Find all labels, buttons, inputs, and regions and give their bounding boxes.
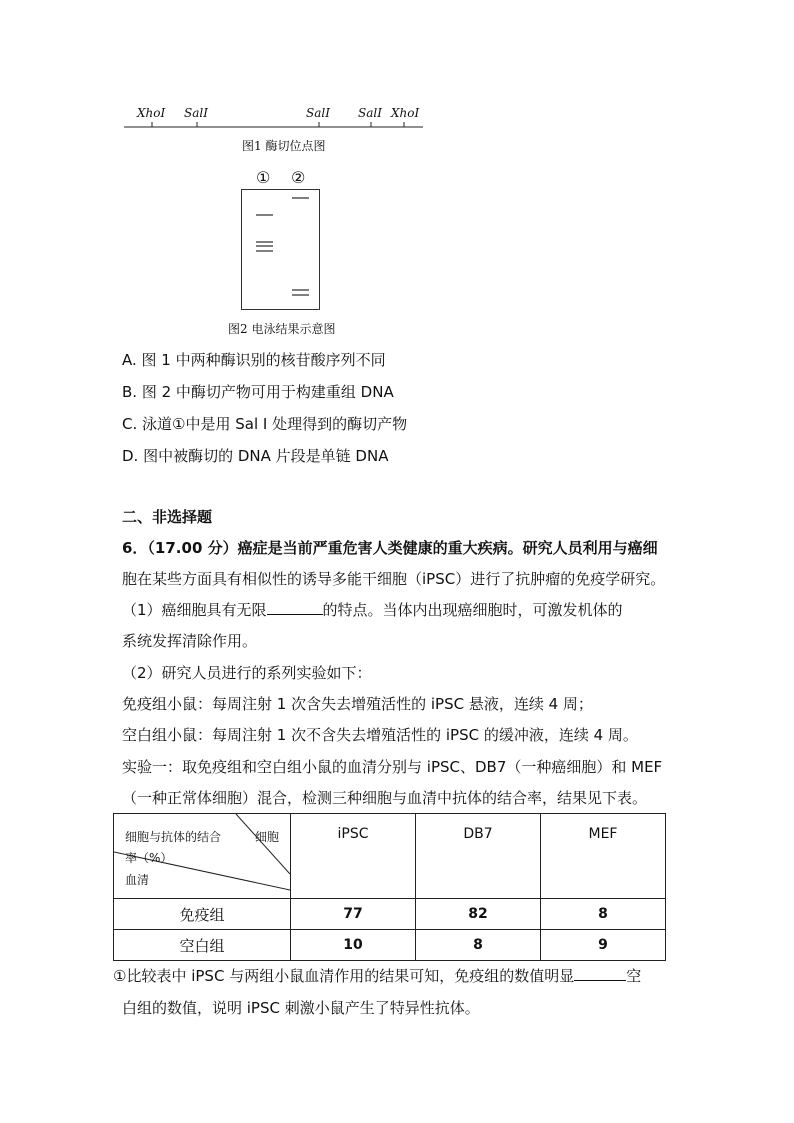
option-d: D. 图中被酶切的 DNA 片段是单链 DNA — [122, 447, 389, 465]
site-label-xho2: XhoⅠ — [391, 106, 420, 120]
diagonal-header-cell — [114, 814, 291, 899]
part1-text: 的特点。当体内出现癌细胞时，可激发机体的 — [322, 601, 623, 619]
table-cell: 8 — [416, 930, 541, 961]
blank-group-desc: 空白组小鼠：每周注射 1 次不含失去增殖活性的 iPSC 的缓冲液，连续 4 周。 — [122, 726, 638, 744]
sub-question-1 — [113, 966, 641, 986]
answer-blank[interactable] — [267, 600, 323, 615]
gel-frame — [242, 190, 320, 310]
row-label: 免疫组 — [114, 899, 291, 930]
site-label-sal1: SalⅠ — [184, 106, 208, 120]
table-cell: 9 — [541, 930, 666, 961]
question-line: 系统发挥清除作用。 — [122, 632, 258, 650]
table-row — [114, 899, 666, 930]
question-intro: 6．（17.00 分）癌症是当前严重危害人类健康的重大疾病。研究人员利用与癌细 — [122, 539, 658, 557]
gel — [238, 186, 324, 314]
table-cell: 8 — [541, 899, 666, 930]
section-title: 二、非选择题 — [122, 508, 213, 526]
question-line: 胞在某些方面具有相似性的诱导多能干细胞（iPSC）进行了抗肿瘤的免疫学研究。 — [122, 570, 666, 588]
sub1-text: 空 — [626, 967, 642, 985]
table-header-row — [114, 814, 666, 899]
figure2-caption: 图2 电泳结果示意图 — [228, 322, 336, 336]
table-cell: 82 — [416, 899, 541, 930]
column-header: iPSC — [291, 814, 416, 899]
results-table — [113, 813, 666, 961]
sub1-text: ①比较表中 iPSC 与两组小鼠血清作用的结果可知，免疫组的数值明显 — [113, 967, 575, 985]
option-c: C. 泳道①中是用 Sal I 处理得到的酶切产物 — [122, 415, 408, 433]
table-cell: 77 — [291, 899, 416, 930]
option-a: A. 图 1 中两种酶识别的核苷酸序列不同 — [122, 351, 386, 369]
part1-text: （1）癌细胞具有无限 — [122, 601, 267, 619]
figure1-caption: 图1 酶切位点图 — [242, 139, 326, 153]
header-serum: 血清 — [125, 873, 150, 887]
question-part2: （2）研究人员进行的系列实验如下： — [122, 664, 372, 682]
sub-question-1-cont: 白组的数值，说明 iPSC 刺激小鼠产生了特异性抗体。 — [122, 999, 480, 1017]
lane2-label: ② — [291, 168, 306, 187]
answer-blank[interactable] — [574, 966, 626, 981]
header-rate-2: 率（%） — [125, 851, 173, 865]
site-label-xho1: XhoⅠ — [137, 106, 166, 120]
column-header: MEF — [541, 814, 666, 899]
option-b: B. 图 2 中酶切产物可用于构建重组 DNA — [122, 383, 394, 401]
header-rate-1: 细胞与抗体的结合 — [125, 830, 222, 844]
table-cell: 10 — [291, 930, 416, 961]
site-label-sal3: SalⅠ — [358, 106, 382, 120]
immune-group-desc: 免疫组小鼠：每周注射 1 次含失去增殖活性的 iPSC 悬液，连续 4 周； — [122, 695, 593, 713]
question-part1 — [122, 600, 623, 620]
lane1-label: ① — [256, 168, 271, 187]
experiment1-line: 实验一：取免疫组和空白组小鼠的血清分别与 iPSC、DB7（一种癌细胞）和 MEF — [122, 758, 663, 776]
site-label-sal2: SalⅠ — [306, 106, 330, 120]
experiment1-line: （一种正常体细胞）混合，检测三种细胞与血清中抗体的结合率，结果见下表。 — [122, 789, 648, 807]
question-line — [122, 538, 658, 558]
row-label: 空白组 — [114, 930, 291, 961]
table-row — [114, 930, 666, 961]
header-cell: 细胞 — [255, 830, 280, 844]
column-header: DB7 — [416, 814, 541, 899]
